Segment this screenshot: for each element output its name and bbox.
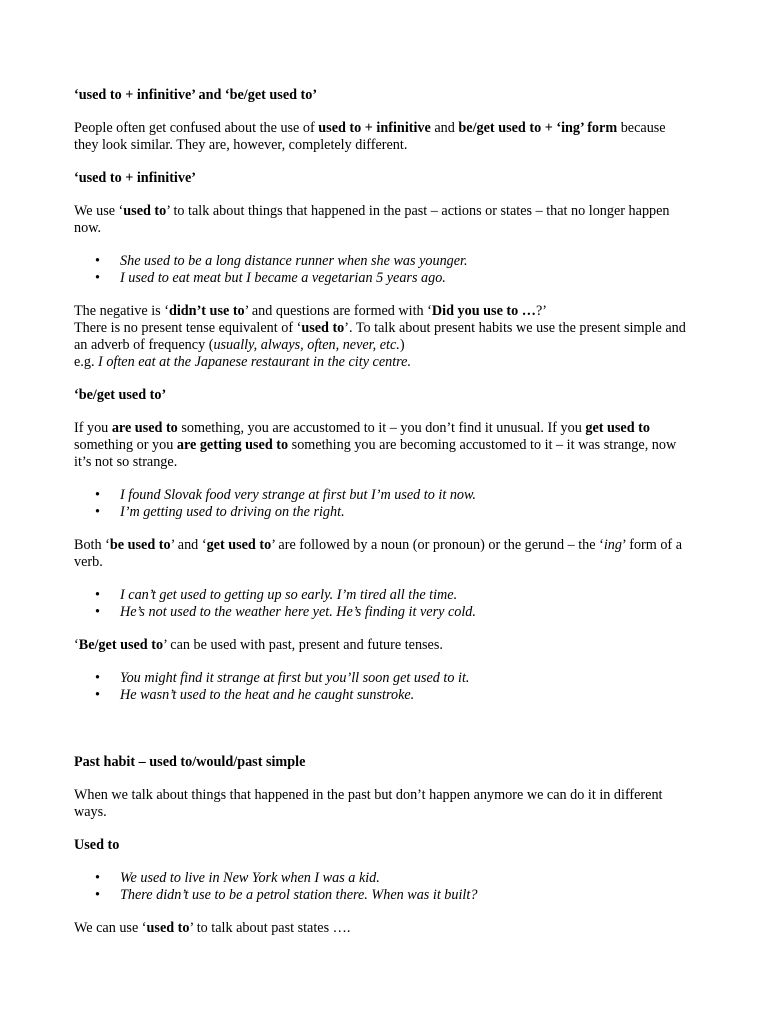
- bold-term: get used to: [585, 420, 650, 436]
- example-text: I’m getting used to driving on the right.: [120, 504, 345, 520]
- bold-term: used to + infinitive: [318, 120, 431, 136]
- text-run: People often get confused about the use of: [74, 120, 319, 136]
- bullet-icon: •: [95, 253, 100, 269]
- example-list: [74, 487, 690, 521]
- text-run: ’. To talk about present habits we use the present simple and an adverb of frequency (: [74, 320, 686, 353]
- text-run: There is no present tense equivalent of ‘: [74, 320, 302, 336]
- text-run: e.g.: [74, 354, 99, 370]
- bold-term: get used to: [206, 537, 272, 553]
- bullet-icon: •: [95, 604, 100, 620]
- example-item: [74, 604, 690, 621]
- text-run: The negative is ‘: [74, 303, 169, 319]
- bullet-icon: •: [95, 504, 100, 520]
- bullet-icon: •: [95, 887, 100, 903]
- present-paragraph: [74, 320, 690, 354]
- section-heading: ‘be/get used to’: [74, 387, 167, 403]
- text-run: ’ can be used with past, present and future tenses.: [163, 637, 443, 653]
- both-paragraph: [74, 537, 690, 571]
- section-heading: ‘used to + infinitive’ and ‘be/get used to’: [74, 87, 318, 103]
- text-run: ?’: [535, 303, 548, 319]
- bullet-icon: •: [95, 270, 100, 286]
- tenses-paragraph: [74, 637, 690, 654]
- bullet-icon: •: [95, 487, 100, 503]
- text-run: ): [399, 337, 405, 353]
- section-heading: Past habit – used to/would/past simple: [74, 754, 306, 770]
- bold-term: used to: [123, 203, 167, 219]
- explanation-paragraph: [74, 203, 690, 237]
- text-run: ’ form of a verb.: [74, 537, 683, 570]
- example-item: [74, 587, 690, 604]
- bullet-icon: •: [95, 670, 100, 686]
- example-text: She used to be a long distance runner when she was younger.: [120, 253, 468, 269]
- text-run: ’ are followed by a noun (or pronoun) or the gerund – the ‘: [271, 537, 604, 553]
- example-text: There didn’t use to be a petrol station there. When was it built?: [120, 887, 478, 903]
- text-run: Both ‘: [74, 537, 110, 553]
- example-item: [74, 870, 690, 887]
- italic-term: ing: [603, 537, 622, 553]
- example-item: [74, 887, 690, 904]
- italic-example: I often eat at the Japanese restaurant in the city centre.: [98, 354, 412, 370]
- example-text: I used to eat meat but I became a vegetarian 5 years ago.: [120, 270, 446, 286]
- example-item: [74, 487, 690, 504]
- text-run: something you are becoming accustomed to it – it was strange, now it’s not so strange.: [74, 437, 677, 470]
- example-text: He wasn’t used to the heat and he caught sunstroke.: [120, 687, 415, 703]
- example-line: [74, 354, 690, 371]
- text-run: We can use ‘: [74, 920, 147, 936]
- states-paragraph: [74, 920, 690, 937]
- example-item: [74, 687, 690, 704]
- example-item: [74, 270, 690, 287]
- text-run: ’ and questions are formed with ‘: [244, 303, 432, 319]
- bullet-icon: •: [95, 587, 100, 603]
- bold-term: be/get used to + ‘ing’ form: [458, 120, 618, 136]
- example-text: We used to live in New York when I was a kid.: [120, 870, 380, 886]
- example-text: He’s not used to the weather here yet. He’s finding it very cold.: [120, 604, 476, 620]
- example-item: [74, 670, 690, 687]
- example-list: [74, 253, 690, 287]
- text-run: because they look similar. They are, however, completely different.: [74, 120, 666, 153]
- bold-term: be used to: [109, 537, 171, 553]
- subsection-heading: Used to: [74, 837, 120, 853]
- bold-term: are used to: [111, 420, 178, 436]
- example-list: [74, 670, 690, 704]
- bullet-icon: •: [95, 870, 100, 886]
- text-run: something, you are accustomed to it – you don’t find it unusual. If you: [177, 420, 586, 436]
- bold-term: used to: [301, 320, 345, 336]
- explanation-paragraph: When we talk about things that happened in the past but don’t happen anymore we can do it in different ways.: [74, 787, 663, 820]
- bold-term: Did you use to …: [431, 303, 536, 319]
- example-item: [74, 504, 690, 521]
- intro-paragraph: [74, 120, 690, 154]
- example-list: [74, 870, 690, 904]
- bold-term: didn’t use to: [168, 303, 245, 319]
- example-text: I found Slovak food very strange at first but I’m used to it now.: [120, 487, 476, 503]
- text-run: We use ‘: [74, 203, 124, 219]
- explanation-paragraph: [74, 420, 690, 471]
- bullet-icon: •: [95, 687, 100, 703]
- text-run: ’ to talk about things that happened in the past – actions or states – that no longer happen now.: [74, 203, 670, 236]
- text-run: ’ and ‘: [170, 537, 207, 553]
- example-text: I can’t get used to getting up so early. I’m tired all the time.: [120, 587, 458, 603]
- text-run: something or you: [74, 437, 177, 453]
- negative-paragraph: [74, 303, 690, 320]
- text-run: If you: [74, 420, 112, 436]
- text-run: ‘: [74, 637, 79, 653]
- bold-term: used to: [146, 920, 190, 936]
- bold-term: are getting used to: [176, 437, 289, 453]
- example-item: [74, 253, 690, 270]
- example-text: You might find it strange at first but you’ll soon get used to it.: [120, 670, 470, 686]
- example-list: [74, 587, 690, 621]
- bold-term: Be/get used to: [78, 637, 164, 653]
- text-run: and: [430, 120, 459, 136]
- text-run: ’ to talk about past states ….: [189, 920, 351, 936]
- italic-term: usually, always, often, never, etc.: [213, 337, 400, 353]
- section-heading: ‘used to + infinitive’: [74, 170, 196, 186]
